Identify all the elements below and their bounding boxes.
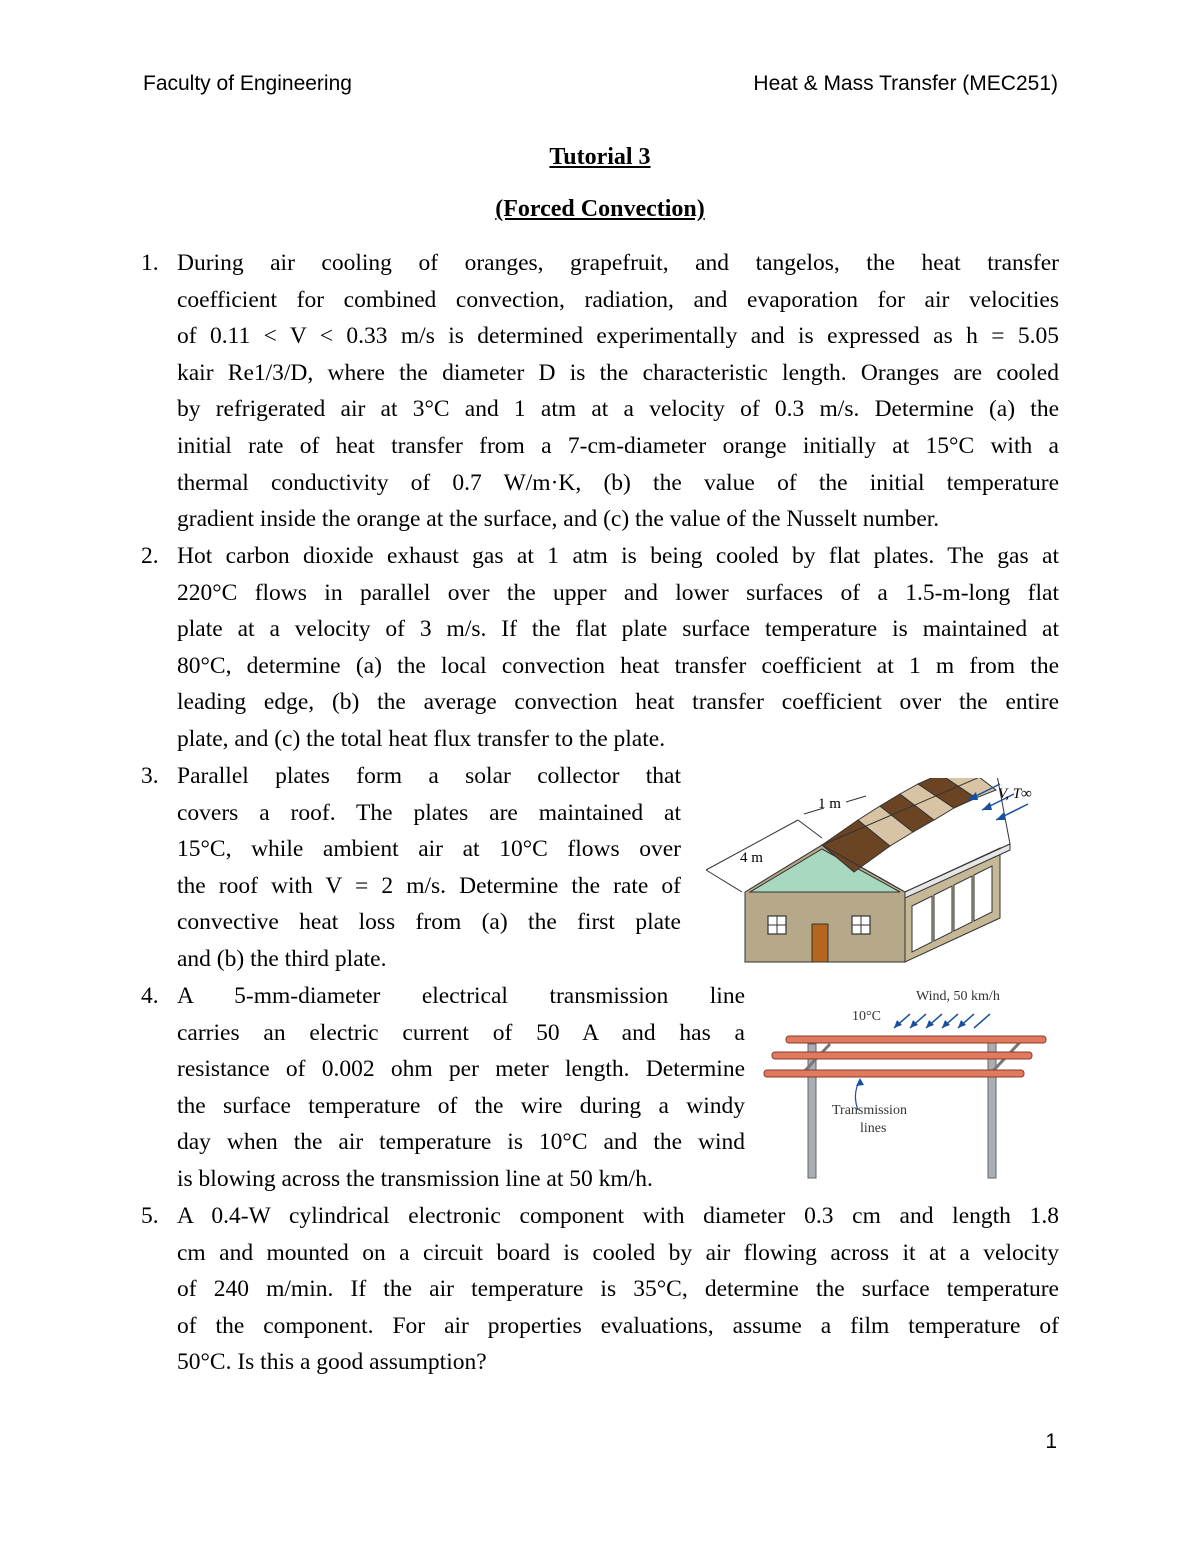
question-line: is blowing across the transmission line at 50 km/h. — [177, 1165, 653, 1192]
side-window — [974, 866, 992, 921]
question-number: 5. — [141, 1203, 159, 1229]
question-line: covers a roof. The plates are maintained at — [177, 799, 681, 826]
transmission-lines-figure — [760, 984, 1050, 1180]
question-line: resistance of 0.002 ohm per meter length. Determine — [177, 1056, 745, 1083]
front-door — [812, 924, 828, 962]
label-4m: 4 m — [740, 850, 763, 866]
question-line: plate at a velocity of 3 m/s. If the flat plate surface temperature is maintained at — [177, 616, 1059, 643]
side-window — [934, 886, 952, 941]
question-line: day when the air temperature is 10°C and the wind — [177, 1129, 745, 1156]
question-line: cm and mounted on a circuit board is cooled by air flowing across it at a velocity — [177, 1239, 1059, 1266]
header-course: Heat & Mass Transfer (MEC251) — [753, 72, 1058, 95]
label-1m: 1 m — [818, 796, 841, 812]
pole — [988, 1040, 996, 1178]
question-line: the roof with V = 2 m/s. Determine the rate of — [177, 872, 681, 899]
question-number: 1. — [141, 250, 159, 276]
question-number: 3. — [141, 763, 159, 789]
question-line: convective heat loss from (a) the first plate — [177, 909, 681, 936]
question-line: Parallel plates form a solar collector that — [177, 763, 681, 789]
question-line: 80°C, determine (a) the local convection heat transfer coefficient at 1 m from the — [177, 652, 1059, 679]
question-number: 2. — [141, 543, 159, 569]
question-line: leading edge, (b) the average convection heat transfer coefficient over the entire — [177, 689, 1059, 716]
transmission-line — [772, 1052, 1032, 1059]
question-line: of the component. For air properties evaluations, assume a film temperature of — [177, 1312, 1059, 1339]
question-line: carries an electric current of 50 A and has a — [177, 1019, 745, 1046]
question-line: A 5-mm-diameter electrical transmission line — [177, 983, 745, 1009]
page-number: 1 — [1045, 1430, 1057, 1453]
side-window — [954, 876, 972, 931]
side-window — [912, 896, 932, 952]
page-title: Tutorial 3 — [549, 144, 651, 170]
page-subtitle: (Forced Convection) — [495, 196, 705, 222]
question-line: gradient inside the orange at the surface, and (c) the value of the Nusselt number. — [177, 506, 940, 533]
label-lines: lines — [860, 1121, 887, 1136]
question-line: 15°C, while ambient air at 10°C flows over — [177, 836, 681, 863]
label-transmission: Transmission — [832, 1103, 907, 1118]
question-line: and (b) the third plate. — [177, 945, 387, 972]
question-line: the surface temperature of the wire during a windy — [177, 1092, 745, 1119]
question-line: kair Re1/3/D, where the diameter D is the characteristic length. Oranges are cooled — [177, 359, 1059, 386]
question-line: plate, and (c) the total heat flux transfer to the plate. — [177, 725, 666, 752]
question-line: of 240 m/min. If the air temperature is 35°C, determine the surface temperature — [177, 1276, 1059, 1303]
question-line: by refrigerated air at 3°C and 1 atm at a velocity of 0.3 m/s. Determine (a) the — [177, 396, 1059, 423]
transmission-line — [764, 1070, 1024, 1077]
question-line: of 0.11 < V < 0.33 m/s is determined experimentally and is expressed as h = 5.05 — [177, 323, 1059, 350]
question-line: thermal conductivity of 0.7 W/m·K, (b) the value of the initial temperature — [177, 469, 1059, 496]
solar-roof-figure — [700, 778, 1050, 968]
label-wind: Wind, 50 km/h — [916, 989, 1000, 1004]
question-number: 4. — [141, 983, 159, 1009]
label-flow: V, T∞ — [998, 786, 1032, 802]
question-line: initial rate of heat transfer from a 7-cm-diameter orange initially at 15°C with a — [177, 432, 1059, 459]
question-line: A 0.4-W cylindrical electronic component with diameter 0.3 cm and length 1.8 — [177, 1203, 1059, 1229]
transmission-line — [786, 1036, 1046, 1043]
question-line: 220°C flows in parallel over the upper and lower surfaces of a 1.5-m-long flat — [177, 579, 1059, 606]
question-line: 50°C. Is this a good assumption? — [177, 1349, 487, 1376]
label-air-temp: 10°C — [852, 1009, 881, 1024]
wind-arrow — [974, 1014, 990, 1028]
header-faculty: Faculty of Engineering — [143, 72, 352, 95]
question-line: coefficient for combined convection, radiation, and evaporation for air velocities — [177, 286, 1059, 313]
question-line: During air cooling of oranges, grapefruit, and tangelos, the heat transfer — [177, 250, 1059, 276]
question-line: Hot carbon dioxide exhaust gas at 1 atm is being cooled by flat plates. The gas at — [177, 543, 1059, 569]
